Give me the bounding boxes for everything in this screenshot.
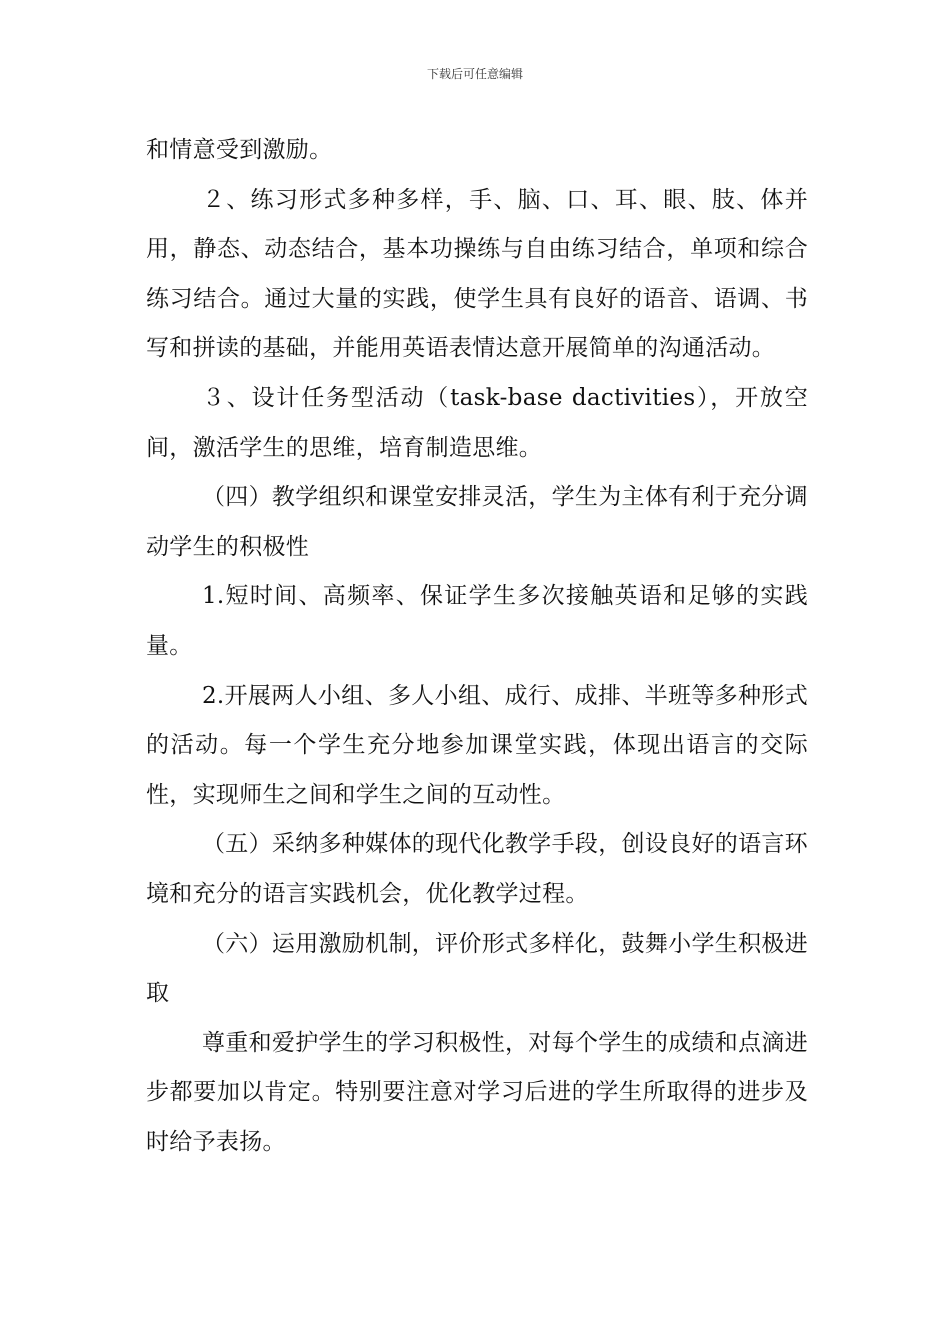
section-heading: （六）运用激励机制，评价形式多样化，鼓舞小学生积极进取 (146, 930, 808, 1007)
paragraph: 1.短时间、高频率、保证学生多次接触英语和足够的实践量。 (146, 583, 808, 659)
page-header: 下载后可任意编辑 (426, 67, 523, 81)
section-heading: （四）教学组织和课堂安排灵活，学生为主体有利于充分调动学生的积极性 (146, 484, 808, 560)
paragraph: 2.开展两人小组、多人小组、成行、成排、半班等多种形式的活动。每一个学生充分地参加课堂实践，体现出语言的交际性，实现师生之间和学生之间的互动性。 (146, 682, 808, 808)
paragraph: ２、练习形式多种多样，手、脑、口、耳、眼、肢、体并用，静态、动态结合，基本功操练与自由练习结合，单项和综合练习结合。通过大量的实践，使学生具有良好的语音、语调、书写和拼读的基础，并能用英语表情达意开展简单的沟通活动。 (146, 186, 808, 362)
paragraph: 尊重和爱护学生的学习积极性，对每个学生的成绩和点滴进步都要加以肯定。特别要注意对学习后进的学生所取得的进步及时给予表扬。 (146, 1029, 808, 1155)
paragraph: 和情意受到激励。 (146, 137, 333, 163)
document-body (146, 126, 808, 1167)
paragraph: ３、设计任务型活动（task-base dactivities），开放空间，激活学生的思维，培育制造思维。 (146, 384, 808, 461)
section-heading: （五）采纳多种媒体的现代化教学手段，创设良好的语言环境和充分的语言实践机会，优化教学过程。 (146, 831, 808, 907)
